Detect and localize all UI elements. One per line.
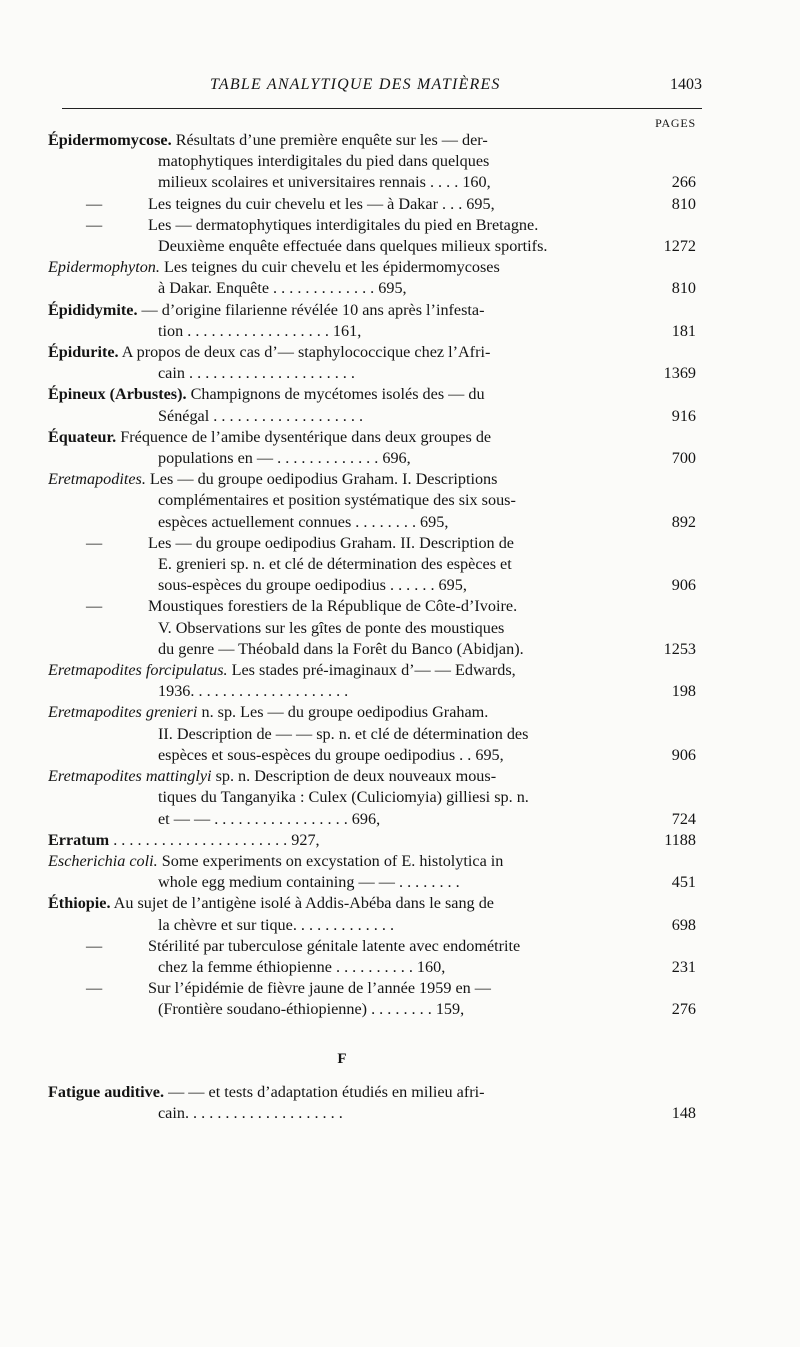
entry-text: milieux scolaires et universitaires rennais . . . . 160,: [158, 173, 491, 192]
entry-text: Les — du groupe oedipodius Graham. I. Descriptions: [149, 470, 498, 489]
entry-text: 1936. . . . . . . . . . . . . . . . . . . .: [158, 682, 349, 701]
entry-line: [48, 194, 624, 215]
entry-line: [48, 618, 624, 639]
page-reference: 148: [671, 1103, 696, 1122]
index-entry: [48, 893, 696, 935]
page-reference: 1369: [663, 364, 696, 383]
index-entry: [48, 384, 696, 426]
entry-line: [48, 851, 624, 872]
entry-text: sp. n. Description de deux nouveaux mous-: [215, 767, 497, 786]
entry-heading: Erratum: [48, 830, 110, 849]
entry-heading: Épineux (Arbustes).: [48, 385, 187, 404]
entry-line: [48, 639, 624, 660]
entry-text: n. sp. Les — du groupe oedipodius Graham.: [201, 703, 489, 722]
entry-text: Les teignes du cuir chevelu et les — à Dakar . . . 695,: [148, 194, 495, 213]
entry-text: tiques du Tanganyika : Culex (Culiciomyia) gilliesi sp. n.: [158, 788, 529, 807]
page-reference: 181: [671, 321, 696, 340]
index-entry: [48, 830, 696, 851]
entry-text: la chèvre et sur tique. . . . . . . . . . . . .: [158, 915, 395, 934]
index-entry: [48, 130, 696, 194]
entry-heading: Éthiopie.: [48, 894, 111, 913]
entry-line: [48, 533, 624, 554]
entry-text: matophytiques interdigitales du pied dans quelques: [158, 152, 490, 171]
entry-dash: —: [86, 194, 103, 213]
entry-line: [48, 490, 624, 511]
entry-heading: Epidermophyton.: [48, 258, 160, 277]
entry-line: [48, 215, 624, 236]
page-reference: 698: [671, 915, 696, 934]
header-rule: [62, 108, 702, 109]
entry-dash: —: [86, 533, 103, 552]
entry-line: [48, 236, 624, 257]
entry-dash: —: [86, 979, 103, 998]
entry-heading: Eretmapodites forcipulatus.: [48, 661, 228, 680]
entry-text: du genre — Théobald dans la Forêt du Banco (Abidjan).: [158, 639, 524, 658]
entry-line: [48, 957, 624, 978]
entry-text: espèces actuellement connues . . . . . . . . 695,: [158, 512, 449, 531]
page-reference: 810: [671, 279, 696, 298]
index-entry: [48, 660, 696, 702]
entry-line: [48, 830, 624, 851]
entry-line: [48, 681, 624, 702]
index-entry: [48, 469, 696, 533]
entry-text: — — et tests d’adaptation étudiés en milieu afri-: [168, 1082, 485, 1101]
page-reference: 724: [671, 809, 696, 828]
entry-text: et — — . . . . . . . . . . . . . . . . . 696,: [158, 809, 381, 828]
page-reference: 906: [671, 745, 696, 764]
entry-text: Fréquence de l’amibe dysentérique dans deux groupes de: [120, 427, 492, 446]
index-entry: [48, 194, 696, 215]
index-entry: [48, 300, 696, 342]
entry-line: [48, 978, 624, 999]
entry-text: Some experiments on excystation of E. histolytica in: [161, 851, 504, 870]
entry-text: A propos de deux cas d’— staphylococcique chez l’Afri-: [121, 343, 491, 362]
index-entry: [48, 978, 696, 1020]
index-entry: [48, 533, 696, 597]
section-letter: F: [337, 1050, 347, 1067]
entry-text: tion . . . . . . . . . . . . . . . . . . 161,: [158, 321, 362, 340]
entry-text: sous-espèces du groupe oedipodius . . . . . . 695,: [158, 576, 467, 595]
entry-text: V. Observations sur les gîtes de ponte des moustiques: [158, 618, 505, 637]
entry-line: [48, 406, 624, 427]
entry-line: [48, 893, 624, 914]
entry-line: [48, 130, 624, 151]
index-entry: [48, 936, 696, 978]
header-title: TABLE ANALYTIQUE DES MATIÈRES: [210, 76, 501, 93]
entry-line: [48, 151, 624, 172]
entry-heading: Épididymite.: [48, 300, 138, 319]
page-reference: 276: [671, 1000, 696, 1019]
index-entry: [48, 851, 696, 893]
entry-line: [48, 660, 624, 681]
entry-line: [48, 809, 624, 830]
entry-dash: —: [86, 597, 103, 616]
entry-text: populations en — . . . . . . . . . . . . . 696,: [158, 449, 411, 468]
entry-line: [48, 469, 624, 490]
page-reference: 266: [671, 173, 696, 192]
entry-line: [48, 766, 624, 787]
entry-text: complémentaires et position systématique des six sous-: [158, 491, 516, 510]
entry-line: [48, 575, 624, 596]
index-entry: [48, 342, 696, 384]
entry-text: chez la femme éthiopienne . . . . . . . . . . 160,: [158, 957, 446, 976]
entry-line: [48, 1082, 624, 1103]
entry-line: [48, 554, 624, 575]
entry-line: [48, 278, 624, 299]
page-number: 1403: [670, 76, 702, 93]
entry-text: Deuxième enquête effectuée dans quelques milieux sportifs.: [158, 237, 548, 256]
entry-heading: Fatigue auditive.: [48, 1082, 165, 1101]
entry-text: E. grenieri sp. n. et clé de détermination des espèces et: [158, 555, 512, 574]
entry-line: [48, 745, 624, 766]
index-entry: [48, 215, 696, 257]
entry-line: [48, 872, 624, 893]
entry-dash: —: [86, 215, 103, 234]
entry-text: — d’origine filarienne révélée 10 ans après l’infesta-: [141, 300, 485, 319]
index-entries: [48, 130, 696, 1124]
index-entry: [48, 702, 696, 766]
pages-column-label: PAGES: [655, 116, 696, 130]
entry-text: Résultats d’une première enquête sur les — der-: [175, 131, 488, 149]
page-reference: 231: [671, 957, 696, 976]
entry-line: [48, 172, 624, 193]
entry-line: [48, 1103, 624, 1124]
entry-text: Champignons de mycétomes isolés des — du: [190, 385, 485, 404]
entry-line: [48, 300, 624, 321]
entry-heading: Épidermomycose.: [48, 131, 172, 149]
entry-line: [48, 787, 624, 808]
entry-line: [48, 257, 624, 278]
page-reference: 1253: [663, 639, 696, 658]
entry-text: Les — du groupe oedipodius Graham. II. Description de: [148, 533, 514, 552]
index-entry: [48, 427, 696, 469]
index-entry: [48, 1082, 696, 1124]
entry-line: [48, 384, 624, 405]
page-reference: 451: [671, 873, 696, 892]
entry-line: [48, 936, 624, 957]
page-reference: 1272: [663, 237, 696, 256]
index-entry: [48, 596, 696, 660]
page-reference: 906: [671, 576, 696, 595]
entry-text: Au sujet de l’antigène isolé à Addis-Abéba dans le sang de: [113, 894, 494, 913]
entry-line: [48, 915, 624, 936]
entry-line: [48, 512, 624, 533]
entry-text: Stérilité par tuberculose génitale latente avec endométrite: [148, 936, 521, 955]
entry-line: [48, 596, 624, 617]
entry-heading: Eretmapodites mattinglyi: [48, 767, 212, 786]
entry-line: [48, 724, 624, 745]
running-header: [62, 76, 702, 104]
entry-heading: Équateur.: [48, 427, 117, 446]
entry-line: [48, 427, 624, 448]
page-reference: 198: [671, 682, 696, 701]
entry-text: Les teignes du cuir chevelu et les épidermomycoses: [164, 258, 500, 277]
entry-line: [48, 342, 624, 363]
entry-text: Les — dermatophytiques interdigitales du pied en Bretagne.: [148, 215, 539, 234]
page-reference: 892: [671, 512, 696, 531]
entry-text: à Dakar. Enquête . . . . . . . . . . . . . 695,: [158, 279, 407, 298]
entry-line: [48, 448, 624, 469]
entry-dash: —: [86, 936, 103, 955]
entry-text: II. Description de — — sp. n. et clé de détermination des: [158, 724, 529, 743]
entry-heading: Eretmapodites grenieri: [48, 703, 198, 722]
entry-line: [48, 702, 624, 723]
entry-text: Moustiques forestiers de la République de Côte-d’Ivoire.: [148, 597, 518, 616]
page-reference: 810: [671, 194, 696, 213]
entry-text: Sénégal . . . . . . . . . . . . . . . . . . .: [158, 406, 364, 425]
entry-text: Les stades pré-imaginaux d’— — Edwards,: [231, 661, 516, 680]
entry-line: [48, 321, 624, 342]
entry-heading: Escherichia coli.: [48, 851, 158, 870]
entry-heading: Eretmapodites.: [48, 470, 146, 489]
entry-line: [48, 999, 624, 1020]
entry-text: whole egg medium containing — — . . . . . . . .: [158, 873, 460, 892]
entry-text: espèces et sous-espèces du groupe oedipodius . . 695,: [158, 745, 504, 764]
entry-heading: Épidurite.: [48, 343, 119, 362]
entry-text: cain . . . . . . . . . . . . . . . . . . . . .: [158, 364, 355, 383]
entry-line: [48, 363, 624, 384]
entry-text: . . . . . . . . . . . . . . . . . . . . . . 927,: [113, 830, 320, 849]
entry-text: Sur l’épidémie de fièvre jaune de l’année 1959 en —: [148, 979, 491, 998]
page-reference: 1188: [664, 830, 696, 849]
page-reference: 700: [671, 449, 696, 468]
index-entry: [48, 766, 696, 830]
index-entry: [48, 257, 696, 299]
entry-text: (Frontière soudano-éthiopienne) . . . . . . . . 159,: [158, 1000, 465, 1019]
entry-text: cain. . . . . . . . . . . . . . . . . . . .: [158, 1103, 343, 1122]
page-reference: 916: [671, 406, 696, 425]
